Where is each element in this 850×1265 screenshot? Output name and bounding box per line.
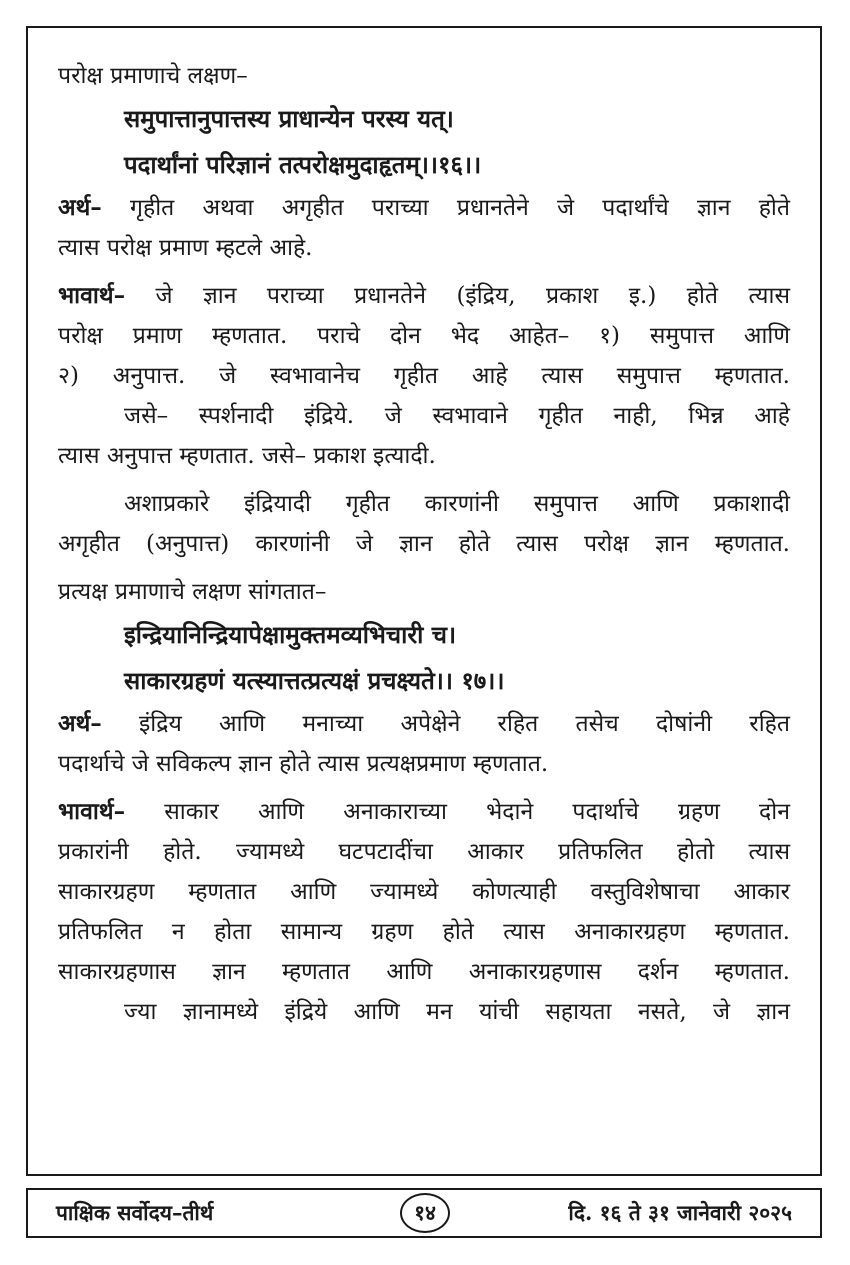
page-number: १४ [400,1193,450,1233]
bhavartha-label: भावार्थ– [58,798,126,825]
artha-text: इंद्रिय आणि मनाच्या अपेक्षेने रहित तसेच दोषांनी रहित [101,711,790,737]
bhavartha-1-line-5: त्यास अनुपात्त म्हणतात. जसे– प्रकाश इत्यादी. [58,443,436,469]
bhavartha-text: साकार आणि अनाकाराच्या भेदाने पदार्थाचे ग्रहण दोन [125,799,790,825]
verse-16-line-1: समुपात्तानुपात्तस्य प्राधान्येन परस्य यत्। [124,104,454,133]
bhavartha-label: भावार्थ– [58,282,126,309]
bhavartha-text: जे ज्ञान पराच्या प्रधानतेने (इंद्रिय, प्रकाश इ.) होते त्यास [125,283,790,309]
artha-label: अर्थ– [58,710,102,737]
bhavartha-2-line-1 [58,792,790,832]
verse-17-line-1: इन्द्रियानिन्द्रियापेक्षामुक्तमव्यभिचारी च। [124,620,457,649]
artha-2-line-1 [58,704,790,744]
page-content [58,56,790,1032]
paragraph-2-line-1: अशाप्रकारे इंद्रियादी गृहीत कारणांनी समुपात्त आणि प्रकाशादी [124,491,790,517]
bhavartha-2-line-4: प्रतिफलित न होता सामान्य ग्रहण होते त्यास अनाकारग्रहण म्हणतात. [58,919,790,945]
bhavartha-1-line-1 [58,276,790,316]
bhavartha-2-line-6: ज्या ज्ञानामध्ये इंद्रिये आणि मन यांची सहायता नसते, जे ज्ञान [124,999,790,1025]
bhavartha-1-line-2: परोक्ष प्रमाण म्हणतात. पराचे दोन भेद आहेत– १) समुपात्त आणि [58,323,790,349]
bhavartha-1-line-4: जसे– स्पर्शनादी इंद्रिये. जे स्वभावाने गृहीत नाही, भिन्न आहे [124,403,790,429]
bhavartha-1-line-3: २) अनुपात्त. जे स्वभावानेच गृहीत आहे त्यास समुपात्त म्हणतात. [58,363,790,389]
artha-text: गृहीत अथवा अगृहीत पराच्या प्रधानतेने जे पदार्थांचे ज्ञान होते [101,195,790,221]
verse-16-line-2: पदार्थांनां परिज्ञानं तत्परोक्षमुदाहृतम्।।१६।। [124,150,482,179]
publication-name: पाक्षिक सर्वोदय–तीर्थ [56,1200,214,1225]
bhavartha-2-line-2: प्रकारांनी होते. ज्यामध्ये घटपटादींचा आकार प्रतिफलित होतो त्यास [58,839,790,865]
artha-1-line-2: त्यास परोक्ष प्रमाण म्हटले आहे. [58,235,313,261]
paragraph-2-line-2: अगृहीत (अनुपात्त) कारणांनी जे ज्ञान होते त्यास परोक्ष ज्ञान म्हणतात. [58,531,790,557]
page-frame [26,26,822,1176]
artha-1-line-1 [58,188,790,228]
verse-17-line-2: साकारग्रहणं यत्स्यात्तत्प्रत्यक्षं प्रचक्ष्यते।। १७।। [124,666,505,695]
bhavartha-2-line-3: साकारग्रहण म्हणतात आणि ज्यामध्ये कोणत्याही वस्तुविशेषाचा आकार [58,879,790,905]
artha-label: अर्थ– [58,194,102,221]
issue-date: दि. १६ ते ३१ जानेवारी २०२५ [568,1200,792,1225]
section-heading-pratyaksha: प्रत्यक्ष प्रमाणाचे लक्षण सांगतात– [58,579,327,605]
artha-2-line-2: पदार्थाचे जे सविकल्प ज्ञान होते त्यास प्रत्यक्षप्रमाण म्हणतात. [58,751,549,777]
page-footer [26,1188,822,1238]
bhavartha-2-line-5: साकारग्रहणास ज्ञान म्हणतात आणि अनाकारग्रहणास दर्शन म्हणतात. [58,959,790,985]
section-heading-paroksha: परोक्ष प्रमाणाचे लक्षण– [58,63,248,89]
